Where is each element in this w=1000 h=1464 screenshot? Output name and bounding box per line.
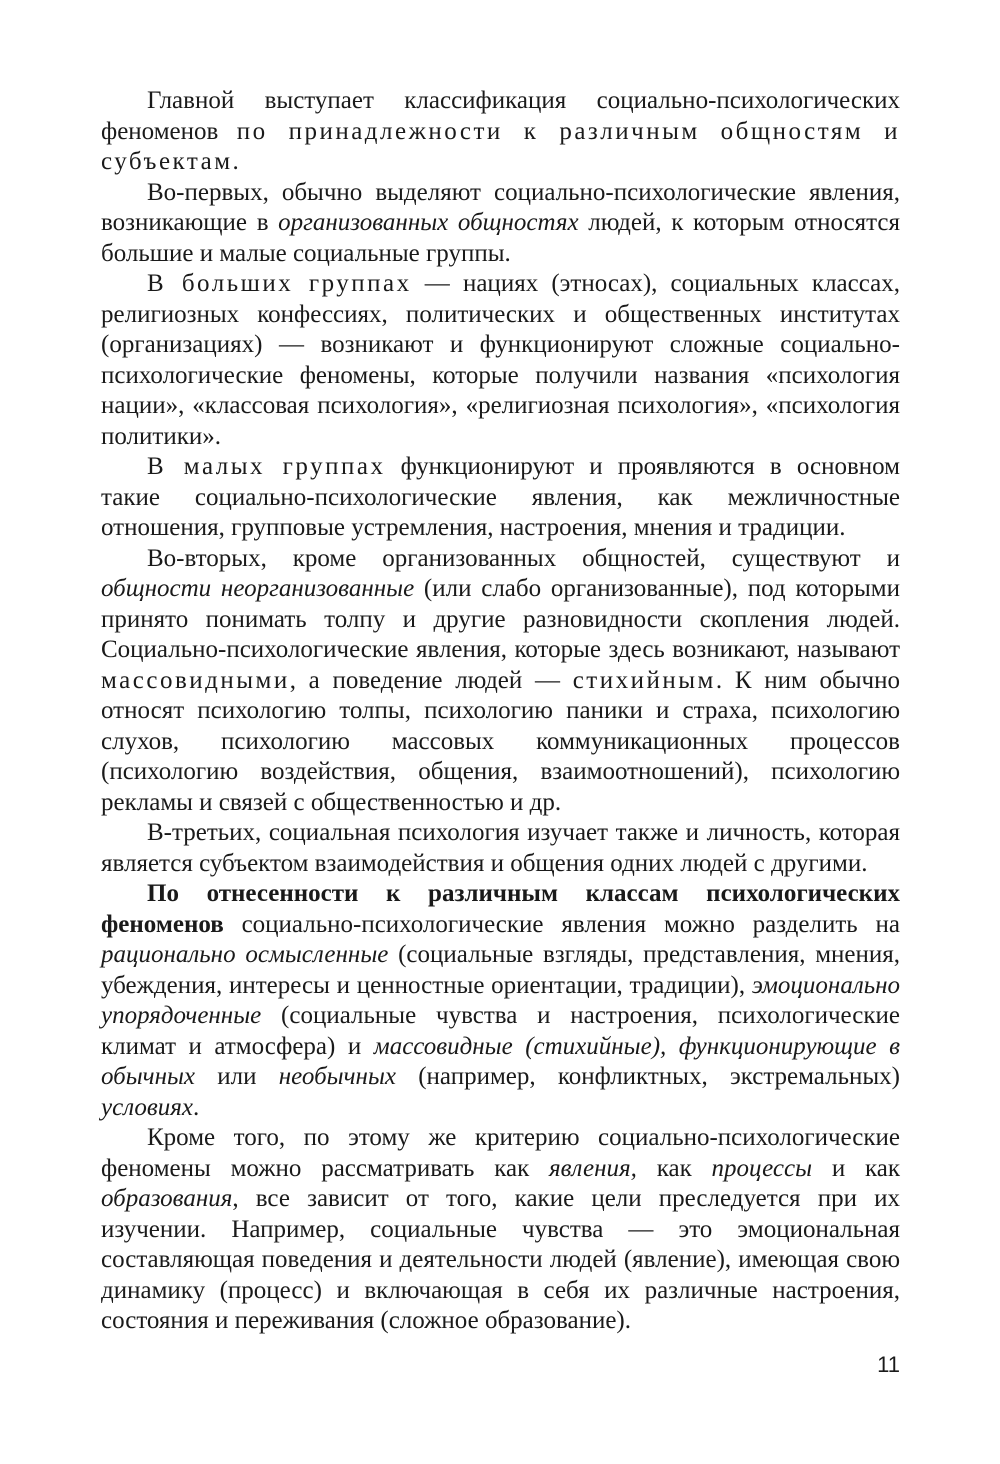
italic-run: явления,: [549, 1154, 637, 1182]
italic-run: необычных: [278, 1063, 396, 1090]
italic-run: эмоционально упорядоченные: [101, 971, 900, 1029]
text-run: .: [192, 1093, 200, 1121]
paragraph-2: [101, 178, 900, 270]
italic-run: организованных общностях: [278, 209, 579, 236]
paragraph-5: [101, 544, 900, 819]
text-run: социально-психологические явления можно разделить на: [223, 910, 900, 938]
text-run: В-третьих, социальная психология изучает также и личность, которая является субъектом взаимодействия и общения одних людей с другими.: [101, 819, 900, 877]
text-run: . К ним обычно относят психологию толпы, психологию паники и страха, психологию слухов, психологию массовых коммуникационных процессов (психологию воздействия, общения, взаимоотношений), психологию рекламы и связей с общественностью и др.: [101, 666, 900, 816]
paragraph-1: [101, 86, 900, 178]
paragraph-7: [101, 879, 900, 1123]
text-run: (например, конфликтных, экстремальных): [395, 1063, 900, 1090]
italic-run: процессы: [711, 1154, 813, 1182]
paragraph-4: [101, 452, 900, 544]
text-run: (социальные взгляды, представления, мнения, убеждения, интересы и ценностные ориентации, традиции),: [101, 941, 900, 999]
italic-run: общности неорганизованные: [101, 575, 415, 602]
italic-run: рационально осмысленные: [101, 941, 389, 968]
text-run: Главной выступает классификация социально-психологических феноменов: [101, 87, 900, 145]
page-number: 11: [877, 1352, 900, 1377]
paragraph-3: [101, 269, 900, 452]
letterspaced-run: массовидными: [101, 666, 290, 694]
text-run: , все зависит от того, какие цели преследуется при их изучении. Например, социальные чувства — это эмоциональная составляющая поведения и деятельности людей (явление), имеющая свою динамику (процесс) и включающая в себя их различные настроения, состояния и переживания (сложное образование).: [101, 1185, 900, 1334]
text-run: функционируют и проявляются в основном такие социально-психологические явления, как межличностные отношения, групповые устремления, настроения, мнения и традиции.: [101, 453, 900, 541]
paragraph-8: [101, 1123, 900, 1337]
text-run: Во-первых, обычно выделяют социально-психологические явления, возникающие в: [101, 178, 900, 236]
letterspaced-run: стихийным: [572, 666, 716, 694]
letterspaced-run: В малых группах: [147, 453, 386, 480]
paragraph-6: [101, 818, 900, 879]
text-run: , а поведение людей —: [289, 666, 573, 694]
text-run: и как: [812, 1154, 900, 1182]
text-run: — нациях (этносах), социальных классах, религиозных конфессиях, политических и общественных институтах (организациях) — возникают и функционируют сложные социально-психологические феномены, которые получили названия «психология нации», «классовая психология», «религиозная психология», «психология политики».: [101, 270, 900, 450]
text-run: как: [636, 1154, 712, 1182]
text-run: людей, к которым относятся большие и малые социальные группы.: [101, 209, 900, 267]
italic-run: условиях: [101, 1093, 193, 1121]
italic-run: образования: [101, 1185, 233, 1212]
letterspaced-run: В больших группах: [147, 270, 412, 297]
text-run: Кроме того, по этому же критерию социально-психологические феномены можно рассматривать как: [101, 1124, 900, 1182]
text-run: .: [232, 148, 239, 175]
letterspaced-run: по принадлежности к различным общностям и субъектам: [101, 117, 900, 175]
bold-run: По отнесенности к различным классам психологических феноменов: [101, 880, 900, 938]
text-run: (или слабо организованные), под которыми принято понимать толпу и другие разновидности скопления людей. Социально-психологические явления, которые здесь возникают, называют: [101, 575, 900, 663]
italic-run: массовидные (стихийные), функционирующие в обычных: [101, 1032, 900, 1090]
text-run: (социальные чувства и настроения, психологические климат и атмосфера) и: [101, 1002, 900, 1060]
text-run: Во-вторых, кроме организованных общностей, существуют и: [147, 544, 900, 572]
page-body: [101, 86, 900, 1337]
text-run: или: [195, 1063, 279, 1090]
